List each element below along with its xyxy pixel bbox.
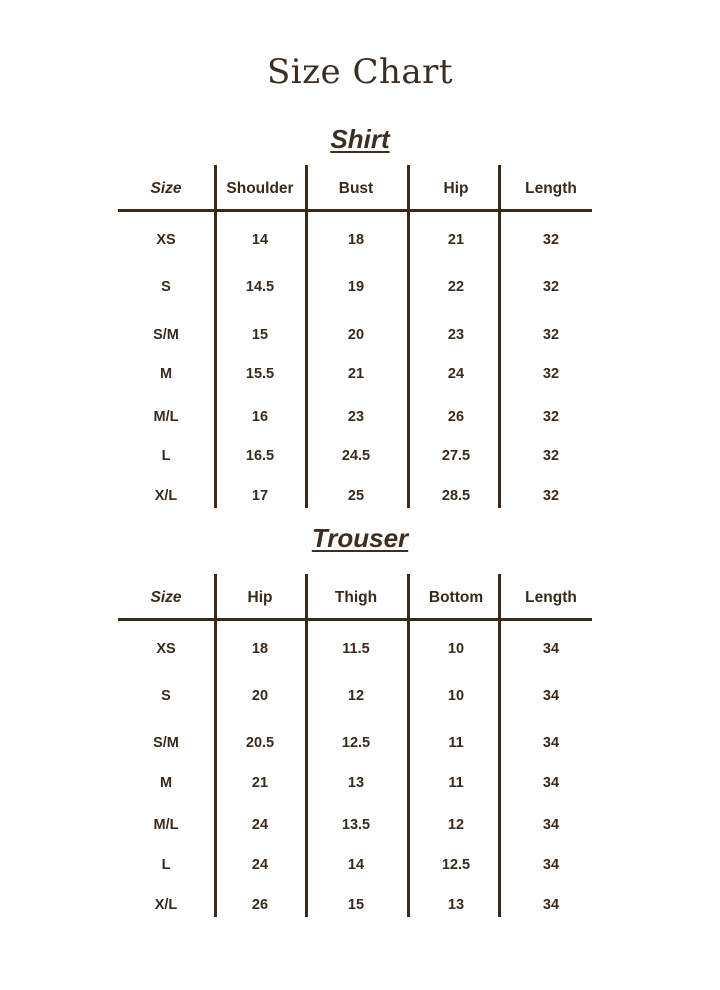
trouser-cell-length: 34 <box>542 775 560 791</box>
trouser-cell-length: 34 <box>542 857 560 873</box>
trouser-header-size: Size <box>150 589 182 606</box>
trouser-cell-length: 34 <box>542 897 560 913</box>
shirt-cell-length: 32 <box>542 448 560 464</box>
shirt-cell-c1: 14.5 <box>245 279 275 295</box>
trouser-cell-c3: 13 <box>447 897 465 913</box>
shirt-cell-c1: 17 <box>251 488 269 504</box>
trouser-cell-c1: 21 <box>251 775 269 791</box>
trouser-cell-c1: 18 <box>251 641 269 657</box>
trouser-cell-size: M <box>159 775 173 791</box>
shirt-cell-length: 32 <box>542 327 560 343</box>
trouser-cell-c2: 11.5 <box>342 641 370 657</box>
trouser-cell-size: XS <box>156 641 176 657</box>
shirt-header-divider <box>118 209 592 212</box>
shirt-cell-c2: 18 <box>347 232 365 248</box>
trouser-cell-c1: 20.5 <box>245 735 275 751</box>
trouser-cell-size: M/L <box>153 817 179 833</box>
shirt-cell-length: 32 <box>542 488 560 504</box>
shirt-cell-length: 32 <box>542 409 560 425</box>
trouser-section-title: Trouser <box>311 523 409 553</box>
trouser-cell-size: S <box>161 688 171 704</box>
trouser-cell-length: 34 <box>542 817 560 833</box>
page-title: Size Chart <box>266 52 454 92</box>
trouser-cell-c1: 24 <box>251 857 269 873</box>
trouser-cell-c2: 13.5 <box>341 817 371 833</box>
trouser-cell-size: X/L <box>154 897 178 913</box>
trouser-cell-size: L <box>161 857 171 873</box>
shirt-cell-c2: 25 <box>347 488 365 504</box>
shirt-header-shoulder: Shoulder <box>226 180 294 197</box>
trouser-cell-c2: 14 <box>347 857 365 873</box>
shirt-cell-c3: 27.5 <box>441 448 471 464</box>
shirt-cell-size: S/M <box>153 327 179 343</box>
trouser-cell-c2: 13 <box>347 775 365 791</box>
trouser-header-hip: Hip <box>247 589 273 606</box>
shirt-cell-c1: 15 <box>251 327 269 343</box>
shirt-cell-length: 32 <box>542 279 560 295</box>
trouser-cell-c1: 26 <box>251 897 269 913</box>
shirt-cell-c2: 19 <box>347 279 365 295</box>
shirt-cell-c3: 26 <box>447 409 465 425</box>
shirt-header-bust: Bust <box>338 180 374 197</box>
trouser-cell-c3: 12.5 <box>441 857 471 873</box>
shirt-cell-c2: 24.5 <box>341 448 371 464</box>
shirt-cell-c1: 15.5 <box>245 366 275 382</box>
shirt-cell-size: X/L <box>154 488 178 504</box>
shirt-header-length: Length <box>525 180 577 197</box>
shirt-section-title: Shirt <box>330 124 390 154</box>
trouser-cell-c3: 10 <box>447 641 465 657</box>
trouser-cell-c2: 15 <box>347 897 365 913</box>
trouser-cell-length: 34 <box>542 688 560 704</box>
trouser-cell-length: 34 <box>542 641 560 657</box>
shirt-cell-c2: 21 <box>347 366 365 382</box>
shirt-cell-c3: 23 <box>447 327 465 343</box>
shirt-header-hip: Hip <box>443 180 469 197</box>
shirt-cell-c2: 20 <box>347 327 365 343</box>
shirt-cell-size: M <box>159 366 173 382</box>
trouser-header-length: Length <box>525 589 577 606</box>
trouser-cell-c2: 12 <box>347 688 365 704</box>
shirt-cell-c1: 16 <box>251 409 269 425</box>
shirt-cell-c3: 21 <box>447 232 465 248</box>
shirt-cell-c3: 24 <box>447 366 465 382</box>
trouser-cell-c3: 10 <box>447 688 465 704</box>
trouser-cell-c3: 11 <box>448 735 464 751</box>
trouser-header-divider <box>118 618 592 621</box>
trouser-cell-size: S/M <box>153 735 179 751</box>
trouser-cell-c3: 12 <box>447 817 465 833</box>
trouser-cell-length: 34 <box>542 735 560 751</box>
shirt-cell-size: XS <box>156 232 176 248</box>
shirt-cell-c3: 28.5 <box>441 488 471 504</box>
shirt-cell-c1: 14 <box>251 232 269 248</box>
trouser-cell-c1: 20 <box>251 688 269 704</box>
shirt-cell-length: 32 <box>542 232 560 248</box>
shirt-cell-c2: 23 <box>347 409 365 425</box>
trouser-cell-c3: 11 <box>448 775 464 791</box>
shirt-cell-length: 32 <box>542 366 560 382</box>
trouser-cell-c2: 12.5 <box>341 735 371 751</box>
trouser-header-bottom: Bottom <box>428 589 484 606</box>
shirt-cell-size: M/L <box>153 409 179 425</box>
shirt-header-size: Size <box>150 180 182 197</box>
shirt-cell-size: L <box>161 448 171 464</box>
trouser-cell-c1: 24 <box>251 817 269 833</box>
trouser-header-thigh: Thigh <box>334 589 378 606</box>
shirt-cell-c3: 22 <box>447 279 465 295</box>
shirt-cell-c1: 16.5 <box>245 448 275 464</box>
shirt-cell-size: S <box>161 279 171 295</box>
